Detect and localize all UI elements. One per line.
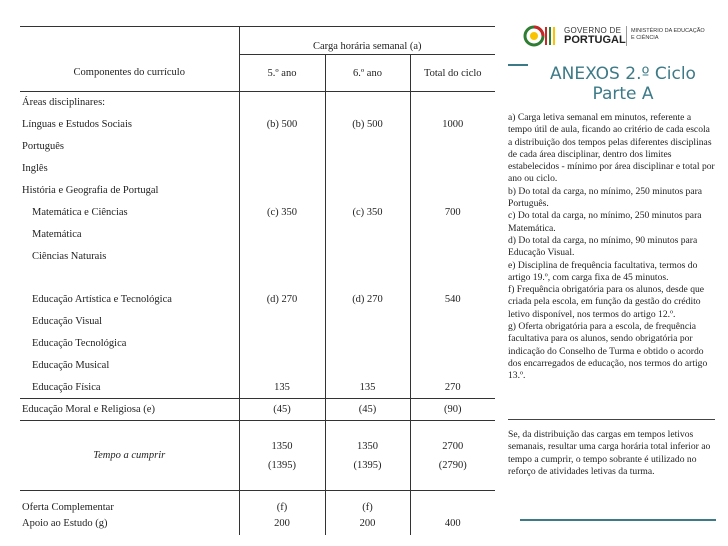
footnote-g: g) Oferta obrigatória para a escola, de frequência facultativa para os alunos, sendo obrigatória por indicação do Conselho de Turma e obtido o acordo dos encarregados de educação, nos termos do artigo 13.º.	[508, 321, 708, 382]
cell-value: (2790)	[438, 459, 467, 471]
row-label: Inglês	[20, 158, 239, 180]
cell-value: (f)	[325, 491, 410, 513]
table-row	[20, 421, 495, 491]
footnote-a: a) Carga letiva semanal em minutos, referente a tempo útil de aula, ficando ao critério de cada escola a distribuição dos tempos pelas diferentes disciplinas de cada área disciplinar, dentro dos limites estabelecidos - mínimo por área disciplinar e total por ano ou ciclo.	[508, 112, 715, 185]
row-label: Educação Moral e Religiosa (e)	[20, 399, 239, 421]
cell-value: 270	[410, 377, 495, 399]
table-row	[20, 513, 495, 535]
footnote-extra: Se, da distribuição das cargas em tempos letivos semanais, resultar uma carga horária total inferior ao tempo a cumprir, o tempo sobrante é utilizado no reforço de atividades letivas da turma.	[508, 429, 711, 477]
coat-of-arms-icon	[520, 22, 560, 50]
logo-line2: PORTUGAL	[564, 34, 626, 46]
table-row	[20, 92, 495, 114]
cell-value: (b) 500	[325, 114, 410, 136]
cell-value: (b) 500	[239, 114, 325, 136]
cell-value: (c) 350	[239, 202, 325, 224]
table-row	[20, 491, 495, 513]
table-row	[20, 246, 495, 268]
footnote-b: b) Do total da carga, no mínimo, 250 minutos para Português.	[508, 185, 703, 210]
cell-value: (90)	[410, 399, 495, 421]
row-label: Educação Musical	[20, 355, 239, 377]
row-label: Português	[20, 136, 239, 158]
table-row	[20, 377, 495, 399]
governo-logo	[516, 22, 716, 50]
table-row	[20, 114, 495, 136]
table-row	[20, 399, 495, 421]
cell-value: 400	[444, 518, 461, 529]
footnotes	[508, 112, 715, 383]
cell-value: 135	[239, 377, 325, 399]
footnote-c: c) Do total da carga, no mínimo, 250 minutos para Matemática.	[508, 210, 702, 234]
row-label: Educação Visual	[20, 311, 239, 333]
col-total-header: Total do ciclo	[410, 55, 495, 92]
row-label: Ciências Naturais	[20, 246, 239, 268]
ministry-line1: MINISTÉRIO DA EDUCAÇÃO	[631, 28, 705, 34]
table-row	[20, 289, 495, 311]
cell-value: (d) 270	[239, 289, 325, 311]
row-label: Educação Artística e Tecnológica	[20, 289, 239, 311]
row-label: Oferta Complementar	[20, 491, 239, 513]
table-row	[20, 224, 495, 246]
bottom-accent-rule	[520, 519, 716, 521]
row-label: Línguas e Estudos Sociais	[20, 114, 239, 136]
cell-value: (1395)	[268, 459, 296, 471]
table-row	[20, 355, 495, 377]
table-row	[20, 268, 495, 289]
cell-value: 200	[239, 513, 325, 535]
cell-value: 1350	[357, 440, 378, 452]
footnote-e: e) Disciplina de frequência facultativa, termos do artigo 19.º, com carga fixa de 45 minutos.	[508, 259, 698, 283]
row-label: Educação Tecnológica	[20, 333, 239, 355]
ministry-line2: E CIÊNCIA	[631, 35, 659, 41]
cell-value: 135	[325, 377, 410, 399]
col-5-header: 5.º ano	[239, 55, 325, 92]
title-line2: Parte A	[592, 84, 654, 104]
cell-value: (c) 350	[325, 202, 410, 224]
cell-value: 2700	[442, 440, 464, 452]
footnote-divider	[508, 419, 715, 420]
cell-value: 1350	[271, 440, 293, 452]
cell-value: (45)	[325, 399, 410, 421]
table-row	[20, 333, 495, 355]
row-label: Áreas disciplinares:	[20, 92, 239, 114]
table-row	[20, 311, 495, 333]
curriculum-table	[20, 26, 495, 535]
row-label: Matemática e Ciências	[20, 202, 239, 224]
cell-value: 1000	[442, 119, 464, 130]
page-title	[525, 64, 721, 104]
col-6-header: 6.º ano	[325, 55, 410, 92]
footnote-f: f) Frequência obrigatória para os alunos, desde que criada pela escola, em função da gestão do crédito letivo disponível, nos termos do artigo 12.º.	[508, 284, 705, 320]
table-row	[20, 136, 495, 158]
cell-value: (1395)	[353, 459, 382, 471]
col-component-header: Componentes do currículo	[20, 55, 239, 92]
cell-value: (d) 270	[325, 289, 410, 311]
row-label: História e Geografia de Portugal	[20, 180, 239, 202]
table-row	[20, 202, 495, 224]
cell-value: 540	[444, 294, 461, 305]
cell-value: (45)	[239, 399, 325, 421]
ministry-label	[631, 28, 705, 42]
table-row	[20, 55, 495, 92]
cell-value: 200	[325, 513, 410, 535]
cell-value: 700	[444, 207, 461, 218]
footnote-d: d) Do total da carga, no mínimo, 90 minutos para Educação Visual.	[508, 234, 698, 259]
title-line1: ANEXOS 2.º Ciclo	[550, 64, 696, 84]
cell-value: (f)	[239, 491, 325, 513]
row-label: Educação Física	[20, 377, 239, 399]
logo-divider	[626, 26, 627, 46]
row-label: Matemática	[20, 224, 239, 246]
table-row	[20, 27, 495, 55]
table-row	[20, 158, 495, 180]
row-label: Tempo a cumprir	[20, 421, 239, 491]
row-label: Apoio ao Estudo (g)	[20, 513, 239, 535]
table-row	[20, 180, 495, 202]
header-group: Carga horária semanal (a)	[239, 27, 495, 55]
logo-line1: GOVERNO DE	[564, 26, 622, 35]
